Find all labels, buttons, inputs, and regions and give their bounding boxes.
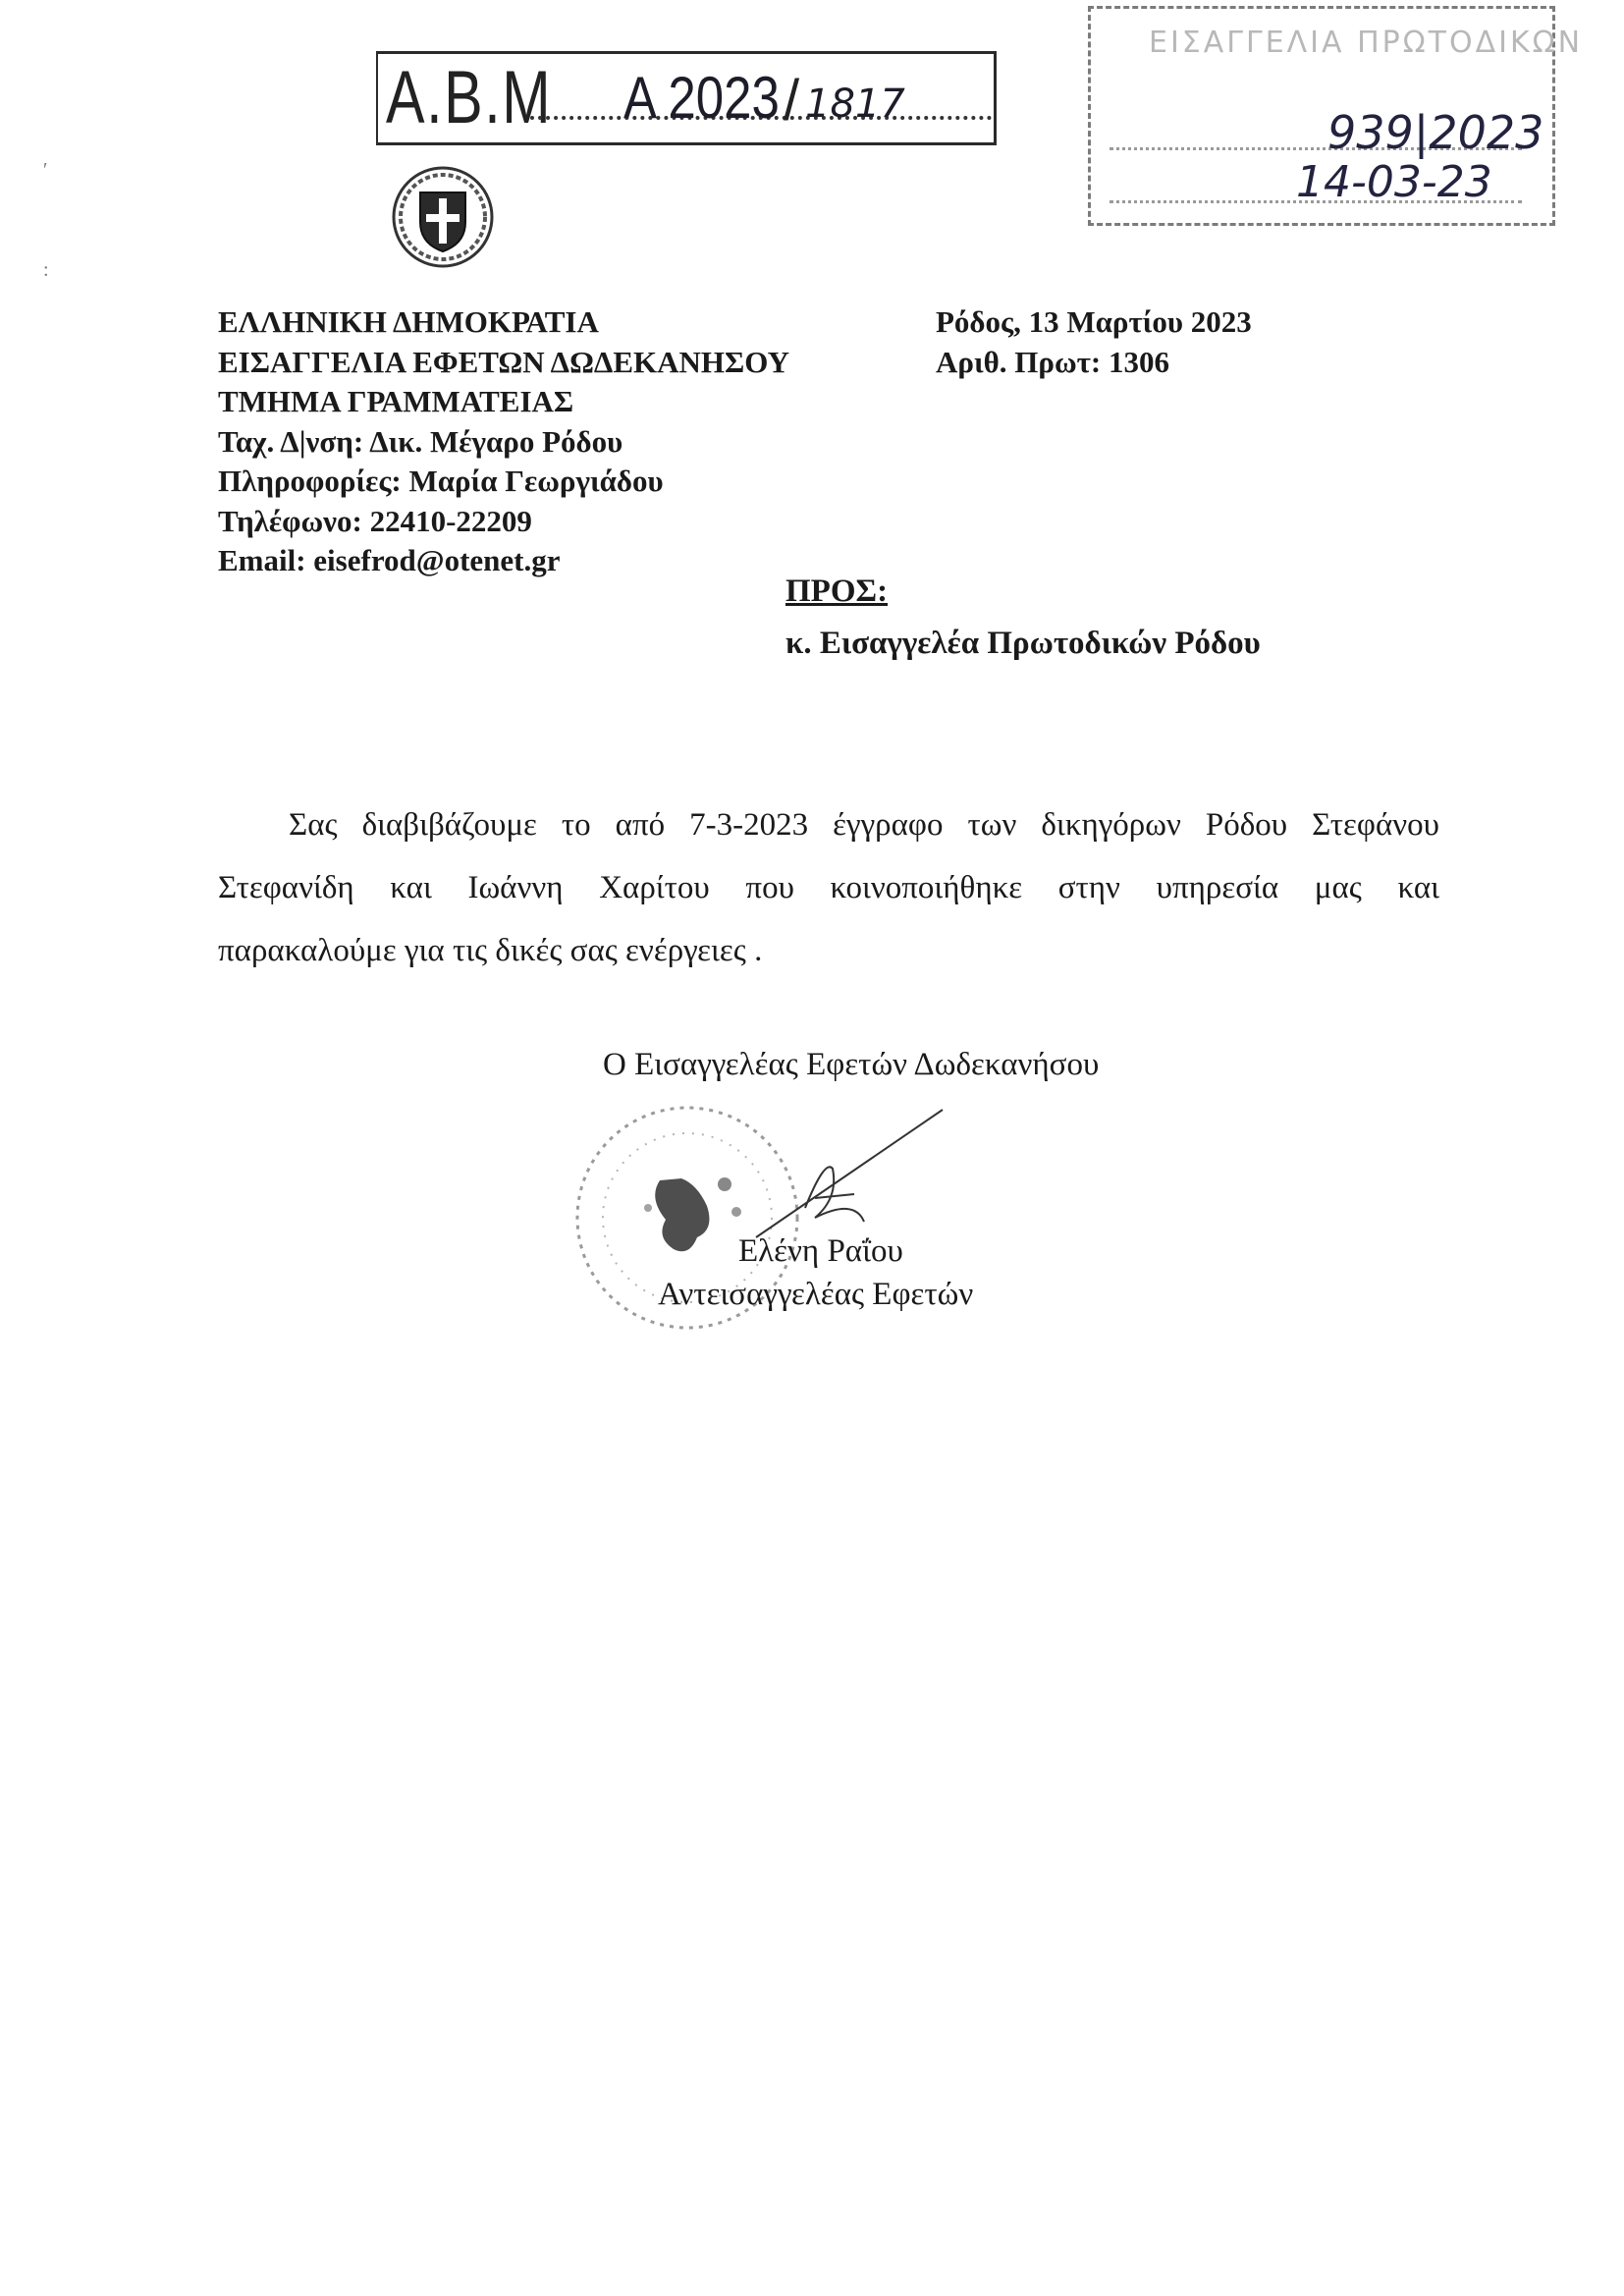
sender-contact: Πληροφορίες: Μαρία Γεωργιάδου (218, 464, 664, 498)
document-date: Ρόδος, 13 Μαρτίου 2023 (936, 304, 1252, 339)
sender-authority: ΕΙΣΑΓΓΕΛΙΑ ΕΦΕΤΩΝ ΔΩΔΕΚΑΝΗΣΟΥ (218, 344, 789, 379)
signatory-role: Αντεισαγγελέας Εφετών (658, 1277, 974, 1312)
recipient-name: κ. Εισαγγελέα Πρωτοδικών Ρόδου (785, 626, 1261, 661)
margin-mark: : (43, 259, 49, 281)
registry-stamp-date: 14-03-23 (1296, 157, 1492, 207)
body-line: Στεφανίδη και Ιωάννη Χαρίτου που κοινοποιήθηκε στην υπηρεσία μας και (218, 870, 1439, 905)
signatory-name: Ελένη Ραΐου (738, 1233, 903, 1269)
body-line: παρακαλούμε για τις δικές σας ενέργειες . (218, 933, 763, 968)
meta-block (936, 302, 1252, 382)
greek-coat-of-arms-icon (391, 165, 495, 269)
abm-year: A 2023 (623, 65, 780, 131)
signature-title: Ο Εισαγγελέας Εφετών Δωδεκανήσου (603, 1047, 1100, 1082)
margin-mark: ′ (43, 159, 48, 181)
abm-slash: / (784, 69, 800, 133)
protocol-number: Αριθ. Πρωτ: 1306 (936, 344, 1169, 379)
registry-stamp-header: ΕΙΣΑΓΓΕΛΙΑ ΠΡΩΤΟΔΙΚΩΝ (1149, 26, 1584, 60)
recipient-label: ΠΡΟΣ: (785, 574, 889, 609)
sender-block (218, 302, 789, 581)
sender-address: Ταχ. Δ|νση: Δικ. Μέγαρο Ρόδου (218, 423, 623, 459)
sender-country: ΕΛΛΗΝΙΚΗ ΔΗΜΟΚΡΑΤΙΑ (218, 304, 599, 339)
sender-email[interactable]: Email: eisefrod@otenet.gr (218, 543, 561, 577)
registry-stamp-number: 939|2023 (1327, 106, 1544, 159)
sender-phone: Τηλέφωνο: 22410-22209 (218, 503, 532, 538)
handwritten-signature-icon (746, 1100, 952, 1247)
sender-department: ΤΜΗΜΑ ΓΡΑΜΜΑΤΕΙΑΣ (218, 384, 574, 418)
abm-prefix: A.B.M (386, 56, 553, 139)
body-line: Σας διαβιβάζουμε το από 7-3-2023 έγγραφο των δικηγόρων Ρόδου Στεφάνου (289, 807, 1439, 843)
abm-number: 1817 (805, 82, 905, 127)
body-paragraph (218, 793, 1439, 982)
